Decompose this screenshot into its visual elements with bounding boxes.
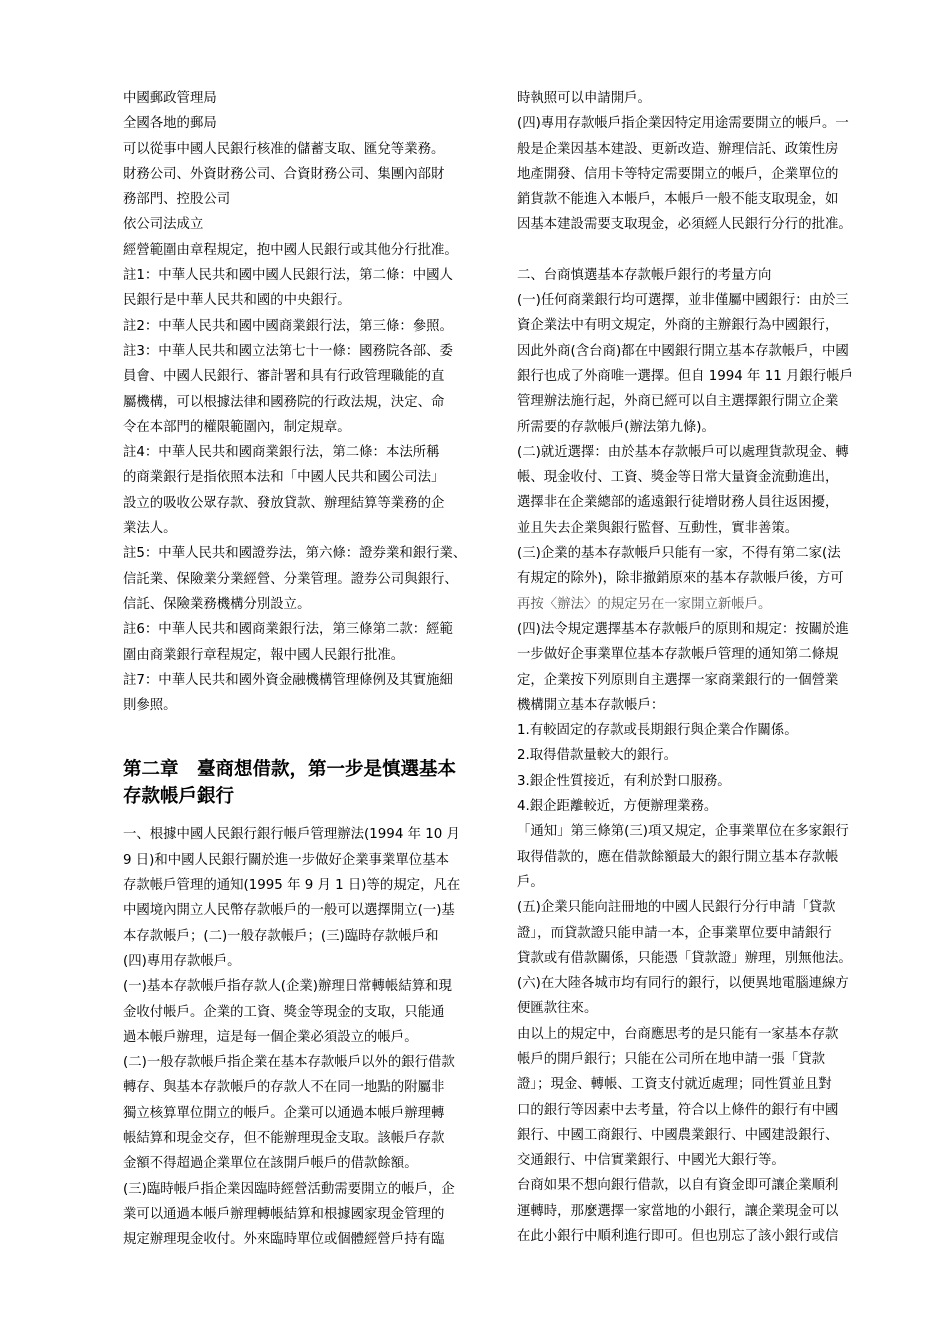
text-line: 過本帳戶辦理，這是每一個企業必須設立的帳戶。 [123, 1029, 418, 1045]
text-line: (三)臨時帳戶指企業因臨時經營活動需要開立的帳戶，企 [123, 1181, 455, 1197]
text-line: 二、台商慎選基本存款帳戶銀行的考量方向 [517, 267, 772, 283]
paragraph [123, 212, 483, 237]
text-line: 本存款帳戶；(二)一般存款帳戶；(三)臨時存款帳戶和 [123, 928, 439, 944]
text-line: 轉存、與基本存款帳戶的存款人不在同一地點的附屬非 [123, 1080, 445, 1096]
paragraph [123, 1177, 483, 1253]
right-top-block [517, 86, 877, 238]
left-bottom-block [123, 822, 483, 1252]
text-line: 存款帳戶管理的通知(1995 年 9 月 1 日)等的規定，凡在 [123, 878, 461, 894]
paragraph [123, 314, 483, 339]
text-line: 再按〈辦法〉的規定另在一家開立新帳戶。 [517, 596, 772, 612]
text-line: 選擇非在企業總部的遙遠銀行徒增財務人員往返困擾， [517, 495, 839, 511]
paragraph [123, 339, 483, 440]
text-line: (三)企業的基本存款帳戶只能有一家，不得有第二家(法 [517, 546, 841, 562]
text-line: 圍由商業銀行章程規定，報中國人民銀行批准。 [123, 647, 405, 663]
text-line: 銀行、中國工商銀行、中國農業銀行、中國建設銀行、 [517, 1127, 839, 1143]
text-line: 帳結算和現金交存，但不能辦理現金支取。該帳戶存款 [123, 1130, 445, 1146]
paragraph [517, 895, 877, 971]
text-line: 因此外商(含台商)都在中國銀行開立基本存款帳戶，中國 [517, 343, 849, 359]
paragraph [123, 238, 483, 263]
paragraph [517, 743, 877, 768]
paragraph [517, 971, 877, 1022]
paragraph [517, 111, 877, 237]
text-line: 銷貨款不能進入本帳戶，本帳戶一般不能支取現金，如 [517, 192, 839, 208]
text-line: 台商如果不想向銀行借款，以自有資金即可讓企業順利 [517, 1178, 839, 1194]
paragraph [123, 541, 483, 617]
paragraph [123, 111, 483, 136]
text-line: 便匯款往來。 [517, 1001, 598, 1017]
text-line: 一、根據中國人民銀行銀行帳戶管理辦法(1994 年 10 月 [123, 827, 460, 843]
text-line: 依公司法成立 [123, 217, 204, 233]
text-line: 因基本建設需要支取現金，必須經人民銀行分行的批准。 [517, 217, 852, 233]
text-line: 貸款或有借款關係，只能憑「貸款證」辦理，別無他法。 [517, 950, 852, 966]
text-line: 註6：中華人民共和國商業銀行法，第三條第二款：經範 [123, 622, 453, 638]
text-line: 信託、保險業務機構分別設立。 [123, 596, 311, 612]
paragraph [123, 86, 483, 111]
text-line: 口的銀行等因素中去考量，符合以上條件的銀行有中國 [517, 1102, 839, 1118]
text-line: 地產開發、信用卡等特定需要開立的帳戶，企業單位的 [517, 166, 839, 182]
text-line: 時執照可以申請開戶。 [517, 91, 651, 106]
paragraph [123, 263, 483, 314]
text-line: 規定辦理現金收付。外來臨時單位或個體經營戶持有臨 [123, 1232, 445, 1248]
text-line: 令在本部門的權限範圍內，制定規章。 [123, 419, 351, 435]
paragraph [517, 819, 877, 895]
text-line: 屬機構，可以根據法律和國務院的行政法規，決定、命 [123, 394, 445, 410]
text-line: 9 日)和中國人民銀行關於進一步做好企業事業單位基本 [123, 852, 449, 868]
paragraph [517, 1022, 877, 1174]
right-column [517, 86, 877, 1249]
text-line: 信託業、保險業分業經營、分業管理。證券公司與銀行、 [123, 571, 458, 587]
text-line: 業可以通過本帳戶辦理轉帳結算和根據國家現金管理的 [123, 1206, 445, 1222]
text-line: 註4：中華人民共和國商業銀行法，第二條：本法所稱 [123, 445, 440, 461]
text-line: 經營範圍由章程規定，抱中國人民銀行或其他分行批准。 [123, 242, 458, 258]
text-line: 業法人。 [123, 521, 177, 537]
paragraph [517, 769, 877, 794]
text-line: 一步做好企事業單位基本存款帳戶管理的通知第二條規 [517, 647, 839, 663]
text-line: 中國境內開立人民幣存款帳戶的一般可以選擇開立(一)基 [123, 903, 455, 919]
text-line: 定，企業按下列原則自主選擇一家商業銀行的一個營業 [517, 672, 839, 688]
text-line: 4.銀企距離較近，方便辦理業務。 [517, 799, 718, 815]
paragraph [517, 541, 877, 592]
paragraph [123, 162, 483, 213]
text-line: 3.銀企性質接近，有利於對口服務。 [517, 773, 731, 789]
text-line: 務部門、控股公司 [123, 192, 231, 208]
text-line: 戶。 [517, 874, 544, 890]
text-line: 註7：中華人民共和國外資金融機構管理條例及其實施細 [123, 672, 453, 688]
paragraph [517, 794, 877, 819]
paragraph [123, 822, 483, 974]
text-line: 金額不得超過企業單位在該開戶帳戶的借款餘額。 [123, 1156, 418, 1172]
text-line: 則參照。 [123, 698, 177, 714]
text-line: 獨立核算單位開立的帳戶。企業可以通過本帳戶辦理轉 [123, 1105, 445, 1121]
text-line: 的商業銀行是指依照本法和「中國人民共和國公司法」 [123, 470, 445, 486]
text-line: 金收付帳戶。企業的工資、獎金等現金的支取，只能通 [123, 1004, 445, 1020]
text-line: 管理辦法施行起，外商已經可以自主選擇銀行開立企業 [517, 394, 839, 410]
text-line: 註2：中華人民共和國中國商業銀行法，第三條：參照。 [123, 318, 453, 334]
text-line: 註3：中華人民共和國立法第七十一條：國務院各部、委 [123, 343, 453, 359]
text-line: 證」；現金、轉帳、工資支付就近處理；同性質並且對 [517, 1077, 832, 1093]
paragraph [517, 86, 877, 111]
paragraph [123, 440, 483, 541]
left-column [123, 86, 483, 1252]
text-line: (一)基本存款帳戶指存款人(企業)辦理日常轉帳結算和現 [123, 979, 452, 995]
text-line: 運轉時，那麼選擇一家當地的小銀行，讓企業現金可以 [517, 1203, 839, 1219]
left-top-block [123, 86, 483, 718]
text-line: 交通銀行、中信實業銀行、中國光大銀行等。 [517, 1153, 785, 1169]
text-line: 註1：中華人民共和國中國人民銀行法，第二條：中國人 [123, 268, 453, 284]
paragraph [517, 263, 877, 288]
text-line: (四)法令規定選擇基本存款帳戶的原則和規定：按關於進 [517, 621, 849, 637]
text-line: 證」，而貸款證只能申請一本，企事業單位要申請銀行 [517, 925, 832, 941]
text-line: 資企業法中有明文規定，外商的主辦銀行為中國銀行， [517, 318, 839, 334]
text-line: 「通知」第三條第(三)項又規定，企事業單位在多家銀行 [517, 824, 849, 840]
text-line: (六)在大陸各城市均有同行的銀行，以便異地電腦連線方 [517, 976, 849, 992]
text-line: 可以從事中國人民銀行核准的儲蓄支取、匯兌等業務。 [123, 141, 445, 157]
text-line: (一)任何商業銀行均可選擇，並非僅屬中國銀行：由於三 [517, 293, 849, 309]
text-line: 帳戶的開戶銀行；只能在公司所在地申請一張「貸款 [517, 1051, 825, 1067]
text-line: 機構開立基本存款帳戶： [517, 697, 665, 713]
text-line: 所需要的存款帳戶(辦法第九條)。 [517, 419, 715, 435]
paragraph [517, 617, 877, 718]
text-line: 註5：中華人民共和國證券法，第六條：證券業和銀行業、 [123, 546, 467, 562]
paragraph [123, 1050, 483, 1176]
paragraph [517, 718, 877, 743]
paragraph [517, 288, 877, 440]
text-line: 並且失去企業與銀行監督、互動性，實非善策。 [517, 520, 799, 536]
text-line: 1.有較固定的存款或長期銀行與企業合作關係。 [517, 723, 798, 739]
paragraph [123, 668, 483, 719]
text-line: (五)企業只能向註冊地的中國人民銀行分行申請「貸款 [517, 900, 836, 916]
text-line: 財務公司、外資財務公司、合資財務公司、集團內部財 [123, 166, 445, 182]
text-line: 中國郵政管理局 [123, 91, 217, 106]
chapter-heading-line: 第二章 臺商想借款，第一步是慎選基本 [123, 759, 457, 781]
paragraph [517, 1173, 877, 1249]
text-line: (二)就近選擇：由於基本存款帳戶可以處理貨款現金、轉 [517, 444, 849, 460]
paragraph [123, 617, 483, 668]
text-line: 帳、現金收付、工資、獎金等日常大量資金流動進出， [517, 470, 839, 486]
text-line: 銀行也成了外商唯一選擇。但自 1994 年 11 月銀行帳戶 [517, 368, 853, 384]
text-line: 員會、中國人民銀行、審計署和具有行政管理職能的直 [123, 369, 445, 385]
chapter-heading-line: 存款帳戶銀行 [123, 786, 235, 808]
text-line: 在此小銀行中順利進行即可。但也別忘了該小銀行或信 [517, 1229, 839, 1245]
paragraph [123, 974, 483, 1050]
text-line: 2.取得借款量較大的銀行。 [517, 748, 678, 764]
text-line: 取得借款的，應在借款餘額最大的銀行開立基本存款帳 [517, 849, 839, 865]
paragraph [517, 592, 877, 617]
text-line: 設立的吸收公眾存款、發放貸款、辦理結算等業務的企 [123, 495, 445, 511]
text-line: 有規定的除外)，除非撤銷原來的基本存款帳戶後，方可 [517, 571, 844, 587]
chapter-heading [123, 756, 483, 810]
text-line: 全國各地的郵局 [123, 116, 217, 132]
text-line: 民銀行是中華人民共和國的中央銀行。 [123, 293, 351, 309]
text-line: 般是企業因基本建設、更新改造、辦理信託、政策性房 [517, 141, 839, 157]
text-line: 由以上的規定中，台商應思考的是只能有一家基本存款 [517, 1026, 839, 1042]
paragraph [517, 440, 877, 541]
right-bottom-block [517, 263, 877, 1250]
text-line: (四)專用存款帳戶。 [123, 953, 241, 969]
text-line: (四)專用存款帳戶指企業因特定用途需要開立的帳戶。一 [517, 116, 849, 132]
text-line: (二)一般存款帳戶指企業在基本存款帳戶以外的銀行借款 [123, 1055, 455, 1071]
paragraph [123, 137, 483, 162]
